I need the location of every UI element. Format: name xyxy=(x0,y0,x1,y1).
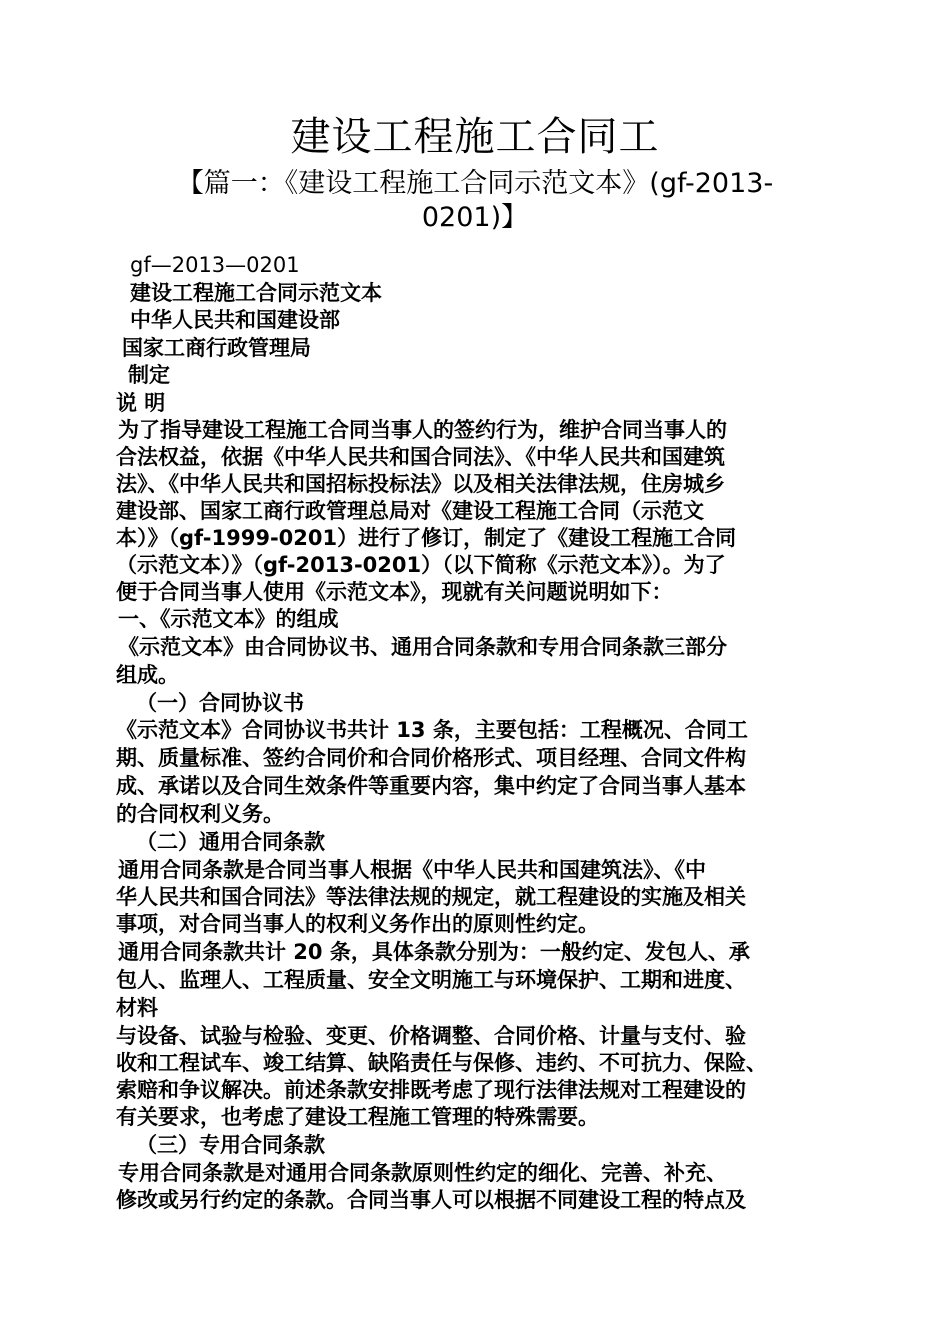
paragraph-line: 修改或另行约定的条款。合同当事人可以根据不同建设工程的特点及 xyxy=(116,1188,746,1212)
paragraph-line: 便于合同当事人使用《示范文本》，现就有关问题说明如下： xyxy=(116,580,673,604)
paragraph-line: 索赔和争议解决。前述条款安排既考虑了现行法律法规对工程建设的 xyxy=(116,1078,746,1102)
page-title: 建设工程施工合同工 xyxy=(290,114,660,160)
paragraph-line: 建设部、国家工商行政管理总局对《建设工程施工合同（示范文 xyxy=(116,499,704,523)
issuer-line2: 国家工商行政管理局 xyxy=(122,336,311,360)
paragraph-line: （示范文本）》（gf-2013-0201）（以下简称《示范文本》）。为了 xyxy=(116,553,726,577)
section-heading: 一、《示范文本》的组成 xyxy=(118,607,339,631)
paragraph-line: 有关要求，也考虑了建设工程施工管理的特殊需要。 xyxy=(116,1105,599,1129)
paragraph-line: 成、承诺以及合同生效条件等重要内容，集中约定了合同当事人基本 xyxy=(116,774,746,798)
paragraph-line: 事项，对合同当事人的权利义务作出的原则性约定。 xyxy=(116,912,599,936)
paragraph-line: 法》、《中华人民共和国招标投标法》以及相关法律法规，住房城乡 xyxy=(116,472,725,496)
page-subtitle-line1: 【篇一：《建设工程施工合同示范文本》(gf-2013- xyxy=(176,168,774,199)
paragraph-line: 《示范文本》由合同协议书、通用合同条款和专用合同条款三部分 xyxy=(118,635,727,659)
page-subtitle-line2: 0201)】 xyxy=(421,202,529,233)
paragraph-line: 包人、监理人、工程质量、安全文明施工与环境保护、工期和进度、 xyxy=(116,968,746,992)
paragraph-line: 组成。 xyxy=(116,663,179,687)
document-code: gf—2013—0201 xyxy=(130,253,300,277)
subsection-heading: （三）专用合同条款 xyxy=(136,1133,325,1157)
paragraph-line: 的合同权利义务。 xyxy=(116,802,284,826)
subsection-heading: （二）通用合同条款 xyxy=(136,830,325,854)
paragraph-line: 与设备、试验与检验、变更、价格调整、合同价格、计量与支付、验 xyxy=(116,1024,746,1048)
paragraph-line: 期、质量标准、签约合同价和合同价格形式、项目经理、合同文件构 xyxy=(116,746,746,770)
issuer-line1: 中华人民共和国建设部 xyxy=(130,308,340,332)
document-name: 建设工程施工合同示范文本 xyxy=(130,281,382,305)
paragraph-line: 本）》（gf-1999-0201）进行了修订，制定了《建设工程施工合同 xyxy=(116,526,737,550)
paragraph-line: 专用合同条款是对通用合同条款原则性约定的细化、完善、补充、 xyxy=(118,1161,727,1185)
paragraph-line: 合法权益，依据《中华人民共和国合同法》、《中华人民共和国建筑 xyxy=(116,445,725,469)
made-label: 制定 xyxy=(128,363,170,387)
paragraph-line: 《示范文本》合同协议书共计 13 条，主要包括：工程概况、合同工 xyxy=(116,718,748,742)
paragraph-line: 材料 xyxy=(116,996,158,1020)
explain-heading: 说 明 xyxy=(116,391,166,415)
subsection-heading: （一）合同协议书 xyxy=(136,691,304,715)
paragraph-line: 通用合同条款是合同当事人根据《中华人民共和国建筑法》、《中 xyxy=(118,858,706,882)
paragraph-line: 收和工程试车、竣工结算、缺陷责任与保修、违约、不可抗力、保险、 xyxy=(116,1051,767,1075)
paragraph-line: 通用合同条款共计 20 条，具体条款分别为：一般约定、发包人、承 xyxy=(118,940,750,964)
paragraph-line: 为了指导建设工程施工合同当事人的签约行为，维护合同当事人的 xyxy=(118,418,727,442)
paragraph-line: 华人民共和国合同法》等法律法规的规定，就工程建设的实施及相关 xyxy=(116,885,746,909)
